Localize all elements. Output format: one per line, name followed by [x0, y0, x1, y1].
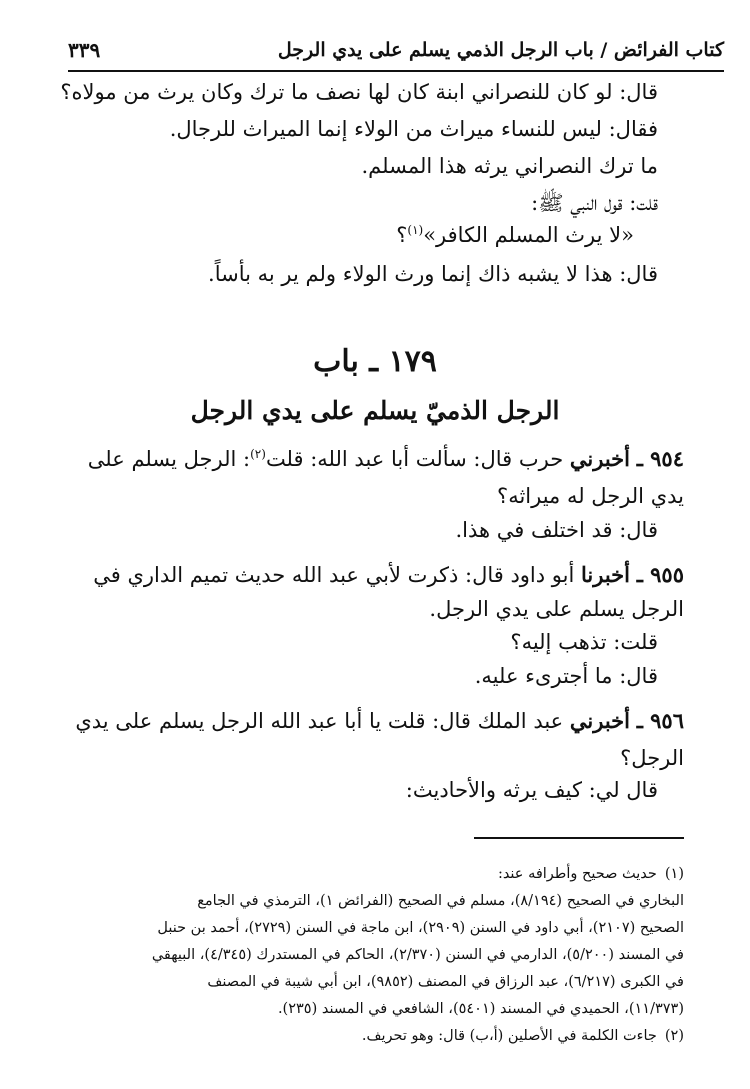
footnote-1-line-1: [498, 866, 684, 882]
chapter-number: ١٧٩ ـ باب: [313, 344, 437, 379]
footnote-1-line-3: الصحيح (٢١٠٧)، أبي داود في السنن (٢٩٠٩)، ابن ماجة في السنن (٢٧٢٩)، أحمد بن حنبل: [157, 920, 684, 936]
footnote-ref-2: (٢): [250, 447, 266, 461]
page-number: ٣٣٩: [68, 38, 101, 62]
page-header: [68, 30, 724, 72]
footnote-2: [362, 1028, 684, 1044]
footnote-1-line-6: (١١/٣٧٣)، الحميدي في المسند (٥٤٠١)، الشافعي في المسند (٢٣٥).: [277, 1001, 684, 1017]
footnote-ref-1: (١): [407, 223, 424, 237]
footnote-separator: [474, 837, 684, 839]
entry-number: ٩٥٥ ـ: [636, 562, 684, 587]
question-mark: ؟: [396, 223, 408, 247]
entry-lead: أخبرني: [569, 446, 630, 471]
entry-number: ٩٥٤ ـ: [636, 446, 684, 471]
entry-954-line-3: قال: قد اختلف في هذا.: [455, 518, 658, 542]
footnote-1-line-5: في الكبرى (٦/٢١٧)، عبد الرزاق في المصنف (٩٨٥٢)، ابن أبي شيبة في المصنف: [207, 974, 684, 990]
running-head: كتاب الفرائض / باب الرجل الذمي يسلم على يدي الرجل: [277, 39, 724, 61]
entry-954-line-2: يدي الرجل له ميراثه؟: [497, 484, 684, 508]
footnote-1-text: حديث صحيح وأطرافه عند:: [497, 866, 657, 882]
hadith-quote: «لا يرث المسلم الكافر»: [423, 223, 634, 247]
body-line-4: قلت: قول النبي ﷺ:: [531, 191, 658, 215]
entry-954-line-1: [88, 446, 684, 471]
footnote-1-line-2: البخاري في الصحيح (٨/١٩٤)، مسلم في الصحيح (الفرائض ١)، الترمذي في الجامع: [197, 893, 684, 909]
entry-text: أبو داود قال: ذكرت لأبي عبد الله حديث تميم الداري في: [93, 563, 575, 587]
footnote-2-text: جاءت الكلمة في الأصلين (أ،ب) قال: وهو تحريف.: [361, 1028, 657, 1044]
entry-956-line-2: الرجل؟: [620, 746, 684, 770]
footnote-1-line-4: في المسند (٥/٢٠٠)، الدارمي في السنن (٢/٣٧٠)، الحاكم في المستدرك (٤/٣٤٥)، البيهقي: [151, 947, 684, 963]
entry-number: ٩٥٦ ـ: [636, 708, 684, 733]
entry-text: حرب قال: سألت أبا عبد الله: قلت: [265, 447, 564, 471]
body-line-3: ما ترك النصراني يرثه هذا المسلم.: [361, 154, 658, 178]
chapter-title: الرجل الذميّ يسلم على يدي الرجل: [190, 396, 560, 425]
entry-955-line-2: الرجل يسلم على يدي الرجل.: [429, 597, 684, 621]
hadith-quote-line: [396, 223, 634, 247]
entry-955-line-1: [93, 562, 684, 587]
footnote-1-number: (١): [664, 866, 684, 882]
entry-text: عبد الملك قال: قلت يا أبا عبد الله الرجل يسلم على يدي: [75, 709, 564, 733]
entry-lead: أخبرني: [569, 708, 630, 733]
entry-955-line-3: قلت: تذهب إليه؟: [510, 630, 658, 654]
entry-956-line-1: [75, 708, 684, 733]
footnote-2-number: (٢): [664, 1028, 684, 1044]
entry-text-cont: : الرجل يسلم على: [87, 447, 251, 471]
body-line-6: قال: هذا لا يشبه ذاك إنما ورث الولاء ولم ير به بأساً.: [208, 262, 658, 286]
entry-955-line-4: قال: ما أجترىء عليه.: [474, 664, 658, 688]
entry-956-line-3: قال لي: كيف يرثه والأحاديث:: [405, 778, 658, 802]
body-line-1: قال: لو كان للنصراني ابنة كان لها نصف ما ترك وكان يرث من مولاه؟: [60, 80, 658, 104]
entry-lead: أخبرنا: [581, 562, 630, 587]
body-line-2: فقال: ليس للنساء ميراث من الولاء إنما الميراث للرجال.: [169, 117, 658, 141]
